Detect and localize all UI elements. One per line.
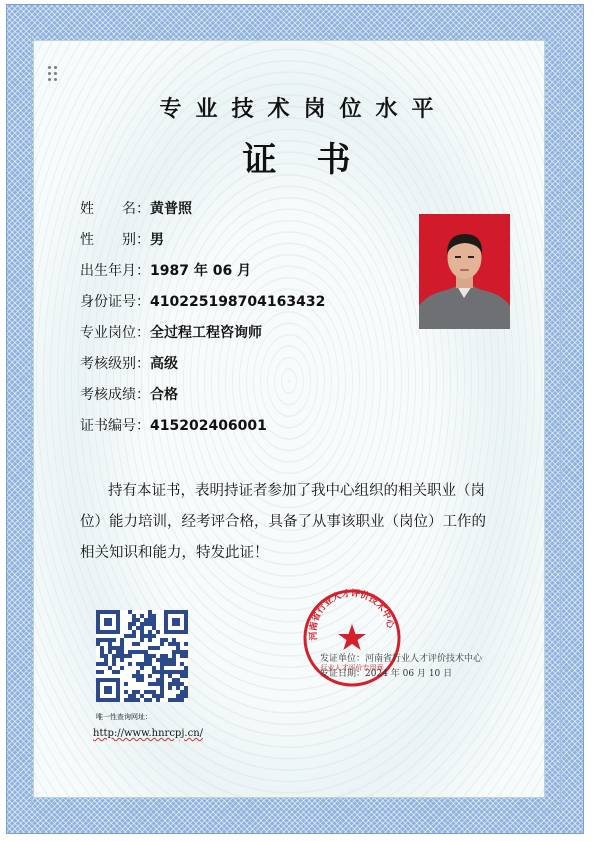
qr-code[interactable] xyxy=(96,610,188,702)
field-gender xyxy=(80,229,164,249)
verify-url-link[interactable]: http://www.hnrcpj.cn/ xyxy=(93,728,204,739)
field-label: 证书编号： xyxy=(80,418,150,434)
field-level xyxy=(80,353,178,373)
field-label: 考核成绩： xyxy=(80,387,150,403)
field-value: 415202406001 xyxy=(150,418,267,434)
drag-handle-icon[interactable] xyxy=(48,66,60,82)
issue-date-line xyxy=(320,666,452,679)
issuer-label: 发证单位： xyxy=(320,654,366,664)
certificate-statement: 持有本证书，表明持证者参加了我中心组织的相关职业（岗位）能力培训，经考评合格，具备了从事该职业（岗位）工作的相关知识和能力，特发此证！ xyxy=(80,483,486,561)
field-value: 黄普照 xyxy=(150,201,192,217)
field-label: 身份证号： xyxy=(80,294,150,310)
field-id-number xyxy=(80,291,325,311)
seal-star-icon xyxy=(338,624,366,650)
field-label: 出生年月： xyxy=(80,263,150,279)
field-value: 合格 xyxy=(150,387,178,403)
certificate-title-line2: 证书 xyxy=(242,140,391,180)
field-name xyxy=(80,198,192,218)
field-value: 男 xyxy=(150,232,164,248)
field-value: 全过程工程咨询师 xyxy=(150,325,262,341)
field-value: 410225198704163432 xyxy=(150,294,326,310)
field-label: 专业岗位： xyxy=(80,325,150,341)
field-label: 性 别： xyxy=(80,232,150,248)
holder-photo xyxy=(419,214,510,329)
field-birth xyxy=(80,260,251,280)
seal-text: 河南省行业人才评价技术中心 xyxy=(308,588,395,641)
issue-date-label: 发证日期： xyxy=(320,669,366,679)
issue-date-value: 2024 年 06 月 10 日 xyxy=(365,669,453,679)
field-position xyxy=(80,322,262,342)
certificate-title-line1: 专业技术岗位水平 xyxy=(159,96,448,122)
field-label: 姓 名： xyxy=(80,201,150,217)
verify-caption: 唯一性查询网址： xyxy=(96,713,152,721)
field-value: 高级 xyxy=(150,356,178,372)
field-value: 1987 年 06 月 xyxy=(150,263,252,279)
field-label: 考核级别： xyxy=(80,356,150,372)
field-certificate-number xyxy=(80,415,267,435)
issuer-name: 河南省行业人才评价技术中心 xyxy=(365,654,483,664)
seal-bottom-text: 行业人才评价专用章 xyxy=(320,664,384,672)
field-result xyxy=(80,384,178,404)
issuer-line xyxy=(320,651,482,664)
